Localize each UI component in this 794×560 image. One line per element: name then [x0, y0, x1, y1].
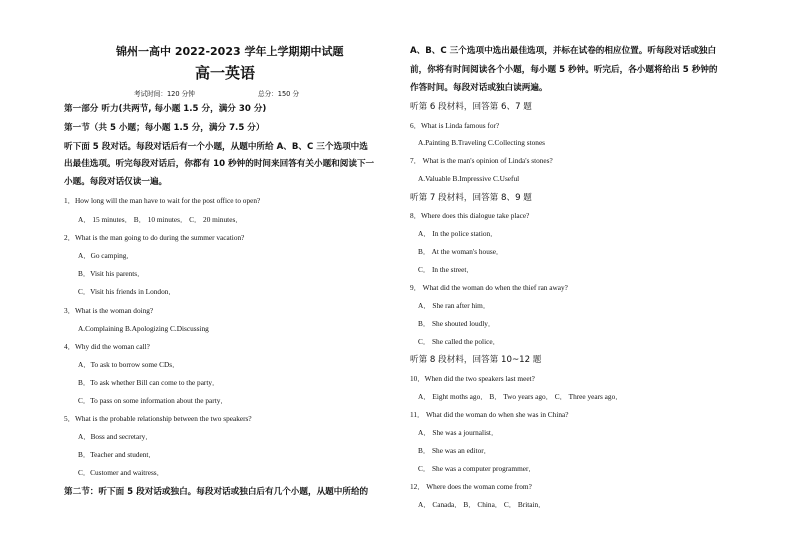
material-8-heading: 听第 8 段材料，回答第 10~12 题 [410, 355, 542, 365]
material-6-heading: 听第 6 段材料，回答第 6、7 题 [410, 102, 532, 112]
question-12-options: A． Canada． B． China． C． Britain． [418, 500, 546, 509]
section2-heading: 第二节：听下面 5 段对话或独白。每段对话或独白后有几个小题，从题中所给的 [64, 487, 369, 497]
question-2-option-c: C．Visit his friends in London． [78, 287, 176, 296]
question-4-option-b: B．To ask whether Bill can come to the party． [78, 378, 220, 387]
question-11-option-a: A． She was a journalist． [418, 428, 499, 437]
section2-continued-1: A、B、C 三个选项中选出最佳选项，并标在试卷的相应位置。听每段对话或独白 [410, 46, 717, 56]
question-9-option-a: A． She ran after him． [418, 301, 491, 310]
section1-heading: 第一节（共 5 小题；每小题 1.5 分，满分 7.5 分） [64, 123, 265, 133]
question-6: 6．What is Linda famous for? [410, 121, 500, 130]
question-11-option-b: B． She was an editor． [418, 446, 491, 455]
question-5: 5．What is the probable relationship between the two speakers? [64, 414, 252, 423]
question-11: 11． What did the woman do when she was in China? [410, 410, 569, 419]
material-7-heading: 听第 7 段材料，回答第 8、9 题 [410, 193, 532, 203]
question-5-option-c: C．Customer and waitress． [78, 468, 164, 477]
question-2-option-a: A．Go camping． [78, 251, 134, 260]
question-2-option-b: B．Visit his parents． [78, 269, 145, 278]
question-7-options: A.Valuable B.Impressive C.Useful [418, 174, 520, 183]
instruction-line-1: 听下面 5 段对话。每段对话后有一个小题，从题中所给 A、B、C 三个选项中选 [64, 142, 368, 152]
question-9-option-c: C． She called the police． [418, 337, 500, 346]
question-10-options: A． Eight moths ago． B． Two years ago． C． Three years ago． [418, 392, 623, 401]
question-3-options: A.Complaining B.Apologizing C.Discussing [78, 324, 209, 333]
instruction-line-3: 小题。每段对话仅读一遍。 [64, 177, 168, 187]
question-6-options: A.Painting B.Traveling C.Collecting stones [418, 138, 546, 147]
question-4: 4．Why did the woman call? [64, 342, 150, 351]
question-2: 2．What is the man going to do during the summer vacation? [64, 233, 245, 242]
part1-heading: 第一部分 听力(共两节, 每小题 1.5 分，满分 30 分) [64, 104, 267, 114]
subject-title: 高一英语 [195, 64, 256, 82]
section2-continued-3: 作答时间。每段对话或独白读两遍。 [410, 83, 548, 93]
question-9-option-b: B． She shouted loudly． [418, 319, 496, 328]
question-12: 12． Where does the woman come from? [410, 482, 532, 491]
question-4-option-c: C．To pass on some information about the party． [78, 396, 228, 405]
question-5-option-b: B．Teacher and student． [78, 450, 156, 459]
question-10: 10．When did the two speakers last meet? [410, 374, 535, 383]
question-11-option-c: C． She was a computer programmer． [418, 464, 536, 473]
total-score: 总分：150 分 [258, 90, 300, 98]
question-1-options: A． 15 minutes． B． 10 minutes． C． 20 minutes． [78, 215, 243, 224]
question-8-option-b: B． At the woman's house． [418, 247, 504, 256]
question-9: 9． What did the woman do when the thief ran away? [410, 283, 568, 292]
question-8-option-a: A． In the police station． [418, 229, 498, 238]
instruction-line-2: 出最佳选项。听完每段对话后，你都有 10 秒钟的时间来回答有关小题和阅读下一 [64, 159, 375, 169]
question-7: 7． What is the man's opinion of Linda's stones? [410, 156, 553, 165]
question-8: 8．Where does this dialogue take place? [410, 211, 530, 220]
exam-time: 考试时间：120 分钟 [134, 90, 195, 98]
section2-continued-2: 前，你将有时间阅读各个小题，每小题 5 秒钟。听完后，各小题将给出 5 秒钟的 [410, 65, 718, 75]
question-1: 1．How long will the man have to wait for the post office to open? [64, 196, 261, 205]
question-3: 3．What is the woman doing? [64, 306, 154, 315]
question-5-option-a: A．Boss and secretary． [78, 432, 153, 441]
question-4-option-a: A．To ask to borrow some CDs． [78, 360, 180, 369]
question-8-option-c: C． In the street． [418, 265, 474, 274]
exam-title: 锦州一高中 2022-2023 学年上学期期中试题 [116, 45, 344, 58]
